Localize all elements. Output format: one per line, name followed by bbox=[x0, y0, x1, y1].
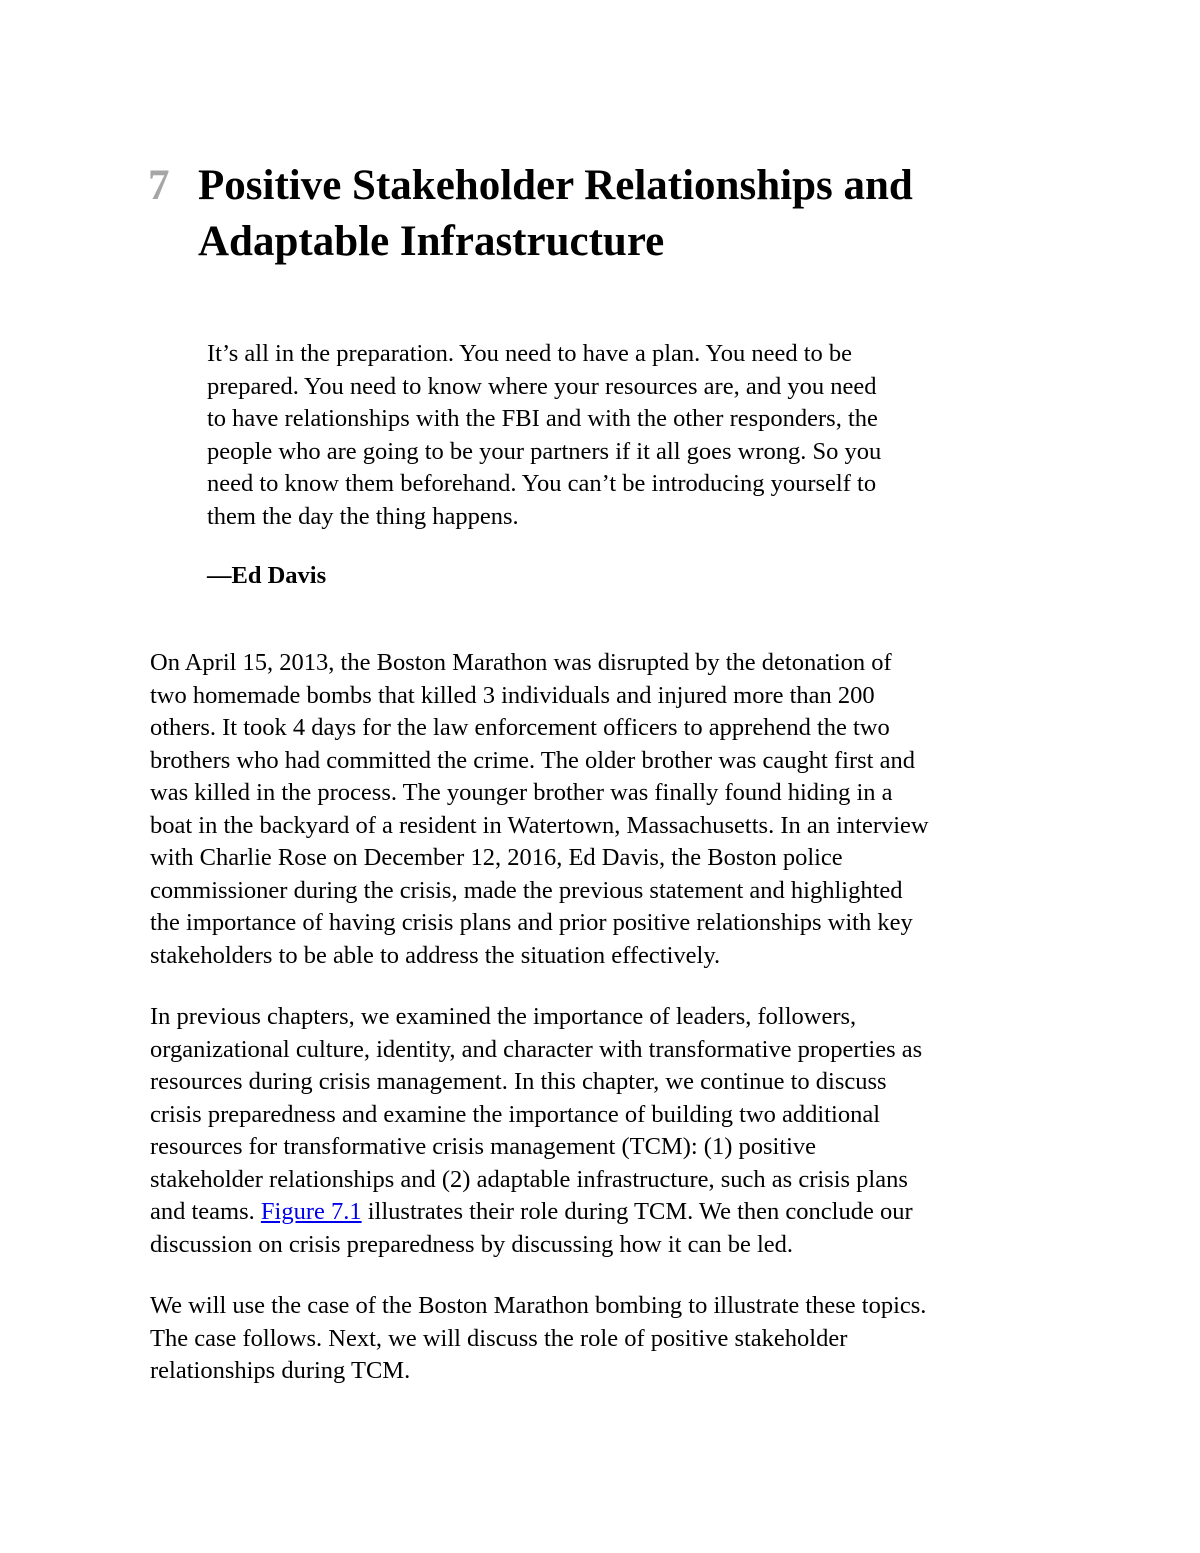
epigraph-line: need to know them beforehand. You can’t be introducing yourself to bbox=[207, 470, 877, 497]
epigraph-line: people who are going to be your partners if it all goes wrong. So you bbox=[207, 437, 882, 465]
epigraph-quote bbox=[207, 338, 1007, 533]
paragraph-line: boat in the backyard of a resident in Watertown, Massachusetts. In an interview bbox=[150, 811, 929, 839]
epigraph-attribution: —Ed Davis bbox=[207, 562, 327, 589]
paragraph-line: resources for transformative crisis management (TCM): (1) positive bbox=[150, 1133, 817, 1160]
paragraph-line: commissioner during the crisis, made the previous statement and highlighted bbox=[150, 876, 903, 904]
paragraph-line: In previous chapters, we examined the importance of leaders, followers, bbox=[150, 1003, 857, 1030]
paragraph-line: others. It took 4 days for the law enforcement officers to apprehend the two bbox=[150, 714, 890, 741]
figure-7-1-link[interactable]: Figure 7.1 bbox=[260, 1198, 362, 1225]
chapter-title-line-2: Adaptable Infrastructure bbox=[198, 218, 665, 265]
paragraph-line: stakeholder relationships and (2) adaptable infrastructure, such as crisis plans bbox=[150, 1165, 908, 1193]
paragraph-line: We will use the case of the Boston Marathon bombing to illustrate these topics. bbox=[150, 1292, 927, 1319]
paragraph-line: crisis preparedness and examine the importance of building two additional bbox=[150, 1100, 881, 1128]
epigraph-line: It’s all in the preparation. You need to have a plan. You need to be bbox=[207, 340, 853, 367]
chapter-number: 7 bbox=[148, 162, 170, 209]
epigraph-line: prepared. You need to know where your resources are, and you need bbox=[207, 372, 877, 400]
chapter-heading bbox=[148, 158, 1048, 270]
paragraph-line: On April 15, 2013, the Boston Marathon was disrupted by the detonation of bbox=[150, 649, 892, 676]
chapter-title-line-1: Positive Stakeholder Relationships and bbox=[198, 162, 913, 209]
paragraph-line: stakeholders to be able to address the situation effectively. bbox=[150, 941, 721, 969]
body-paragraph-1 bbox=[150, 647, 1060, 972]
paragraph-line: illustrates their role during TCM. We then conclude our bbox=[361, 1198, 913, 1225]
paragraph-line: and teams. bbox=[150, 1198, 261, 1225]
paragraph-line: was killed in the process. The younger brother was finally found hiding in a bbox=[150, 779, 893, 806]
body-paragraph-3 bbox=[150, 1290, 1060, 1388]
epigraph-line: to have relationships with the FBI and with the other responders, the bbox=[207, 405, 878, 432]
paragraph-line: discussion on crisis preparedness by discussing how it can be led. bbox=[150, 1230, 794, 1258]
paragraph-line: the importance of having crisis plans and prior positive relationships with key bbox=[150, 909, 913, 936]
paragraph-line: brothers who had committed the crime. The older brother was caught first and bbox=[150, 746, 915, 774]
paragraph-line: relationships during TCM. bbox=[150, 1357, 411, 1384]
paragraph-line: two homemade bombs that killed 3 individuals and injured more than 200 bbox=[150, 681, 875, 709]
paragraph-line: organizational culture, identity, and character with transformative properties as bbox=[150, 1035, 923, 1063]
paragraph-line: The case follows. Next, we will discuss the role of positive stakeholder bbox=[150, 1324, 848, 1352]
paragraph-line: resources during crisis management. In this chapter, we continue to discuss bbox=[150, 1068, 887, 1095]
epigraph-line: them the day the thing happens. bbox=[207, 502, 519, 530]
body-paragraph-2 bbox=[150, 1001, 1060, 1261]
paragraph-line: with Charlie Rose on December 12, 2016, Ed Davis, the Boston police bbox=[150, 844, 843, 871]
